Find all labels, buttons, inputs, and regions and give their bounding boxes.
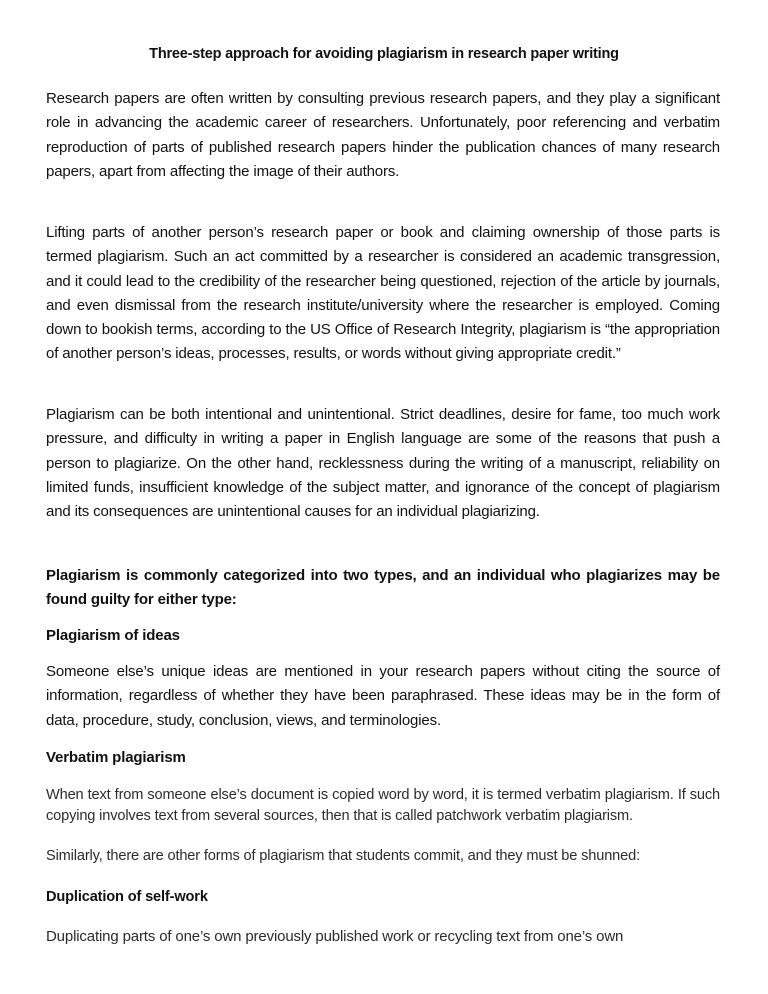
paragraph-verbatim: When text from someone else’s document is copied word by word, it is termed verbatim plagiarism. If such copying involves text from several sources, then that is called patchwork verbatim plagiarism. xyxy=(46,787,720,824)
paragraph-intro: Research papers are often written by consulting previous research papers, and they play a significant role in advancing the academic career of researchers. Unfortunately, poor referencing and verbatim reproduction of parts of published research papers hinder the publication chances of many research papers, apart from affecting the image of their authors. xyxy=(46,90,720,180)
paragraph-causes: Plagiarism can be both intentional and unintentional. Strict deadlines, desire for fame, too much work pressure, and difficulty in writing a paper in English language are some of the reasons that push a person to plagiarize. On the other hand, recklessness during the writing of a manuscript, reliability on limited funds, insufficient knowledge of the subject matter, and ignorance of the concept of plagiarism and its consequences are unintentional causes for an individual plagiarizing. xyxy=(46,406,720,521)
document-title: Three-step approach for avoiding plagiarism in research paper writing xyxy=(149,46,619,62)
paragraph-ideas: Someone else’s unique ideas are mentioned in your research papers without citing the source of information, regardless of whether they have been paraphrased. These ideas may be in the form of data, procedure, study, conclusion, views, and terminologies. xyxy=(46,663,720,729)
paragraph-duplication: Duplicating parts of one’s own previously published work or recycling text from one’s own xyxy=(46,928,624,945)
paragraph-other-forms: Similarly, there are other forms of plagiarism that students commit, and they must be shunned: xyxy=(46,848,640,864)
paragraph-definition: Lifting parts of another person’s research paper or book and claiming ownership of those parts is termed plagiarism. Such an act committed by a researcher is considered an academic transgression, and it could lead to the credibility of the researcher being questioned, rejection of the article by journals, and even dismissal from the research institute/university where the researcher is employed. Coming down to bookish terms, according to the US Office of Research Integrity, plagiarism is “the appropriation of another person’s ideas, processes, results, or words without giving appropriate credit.” xyxy=(46,224,720,363)
heading-duplication-self-work: Duplication of self-work xyxy=(46,889,208,905)
heading-plagiarism-of-ideas: Plagiarism of ideas xyxy=(46,627,180,644)
paragraph-types-intro: Plagiarism is commonly categorized into two types, and an individual who plagiarizes may be found guilty for either type: xyxy=(46,567,720,609)
heading-verbatim-plagiarism: Verbatim plagiarism xyxy=(46,749,186,766)
